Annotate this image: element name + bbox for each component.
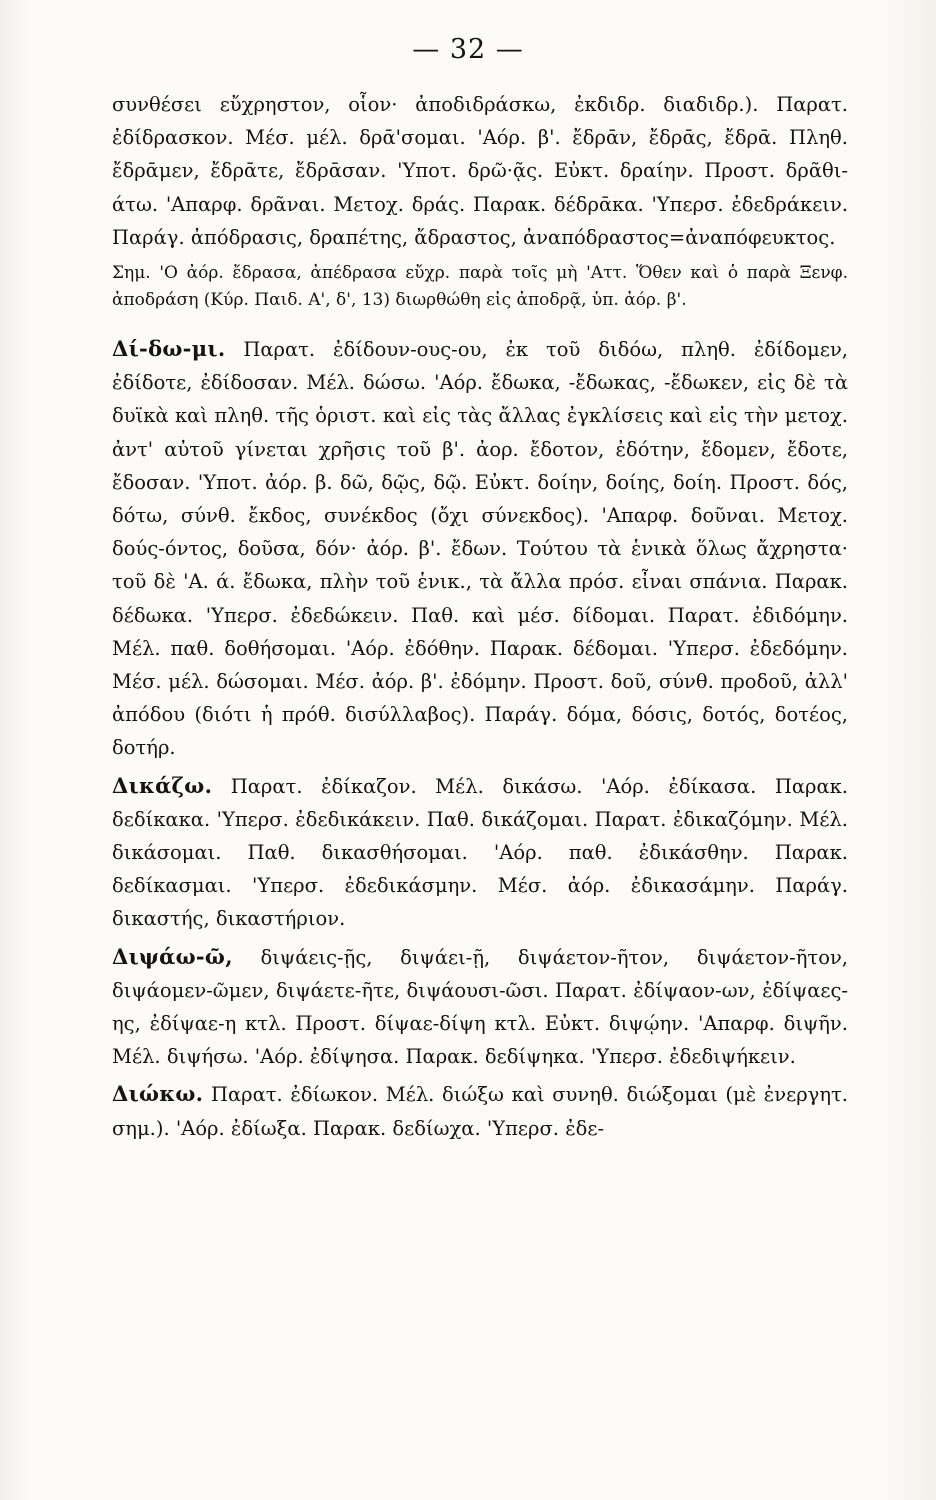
entry-dipsao	[112, 940, 848, 1074]
entry-dikazo	[112, 769, 848, 936]
entry-dioko	[112, 1077, 848, 1144]
note-text: Σημ. 'Ο ἀόρ. ἔδρασα, ἀπέδρασα εὔχρ. παρὰ τοῖς μὴ 'Αττ. Ὅθεν καὶ ὁ παρὰ Ξενφ. ἀποδράση (Κύρ. Παιδ. Α', δ', 13) διωρθώθη εἰς ἀποδρᾷ, ὑπ. ἀόρ. β'.	[112, 263, 848, 311]
entry-text: Παρατ. ἐδίωκον. Μέλ. διώξω καὶ συνηθ. διώξομαι (μὲ ἐνεργητ. σημ.). 'Αόρ. ἐδίωξα. Παρακ. δεδίωχα. 'Υπερσ. ἐδε-	[112, 1083, 849, 1140]
entry-headword: Δί-δω-μι.	[112, 336, 226, 362]
paragraph-text: συνθέσει εὔχρηστον, οἷον· ἀποδιδράσκω, ἐκδιδρ. διαδιδρ.). Παρατ. ἐδίδρασκον. Μέσ. μέλ. δρᾱ'σομαι. 'Αόρ. β'. ἔδρᾱν, ἔδρᾱς, ἔδρᾱ. Πληθ. ἔδρᾱμεν, ἔδρᾱτε, ἔδρᾱσαν. 'Υποτ. δρῶ·ᾷς. Εὐκτ. δραίην. Προστ. δρᾶθι-άτω. 'Απαρφ. δρᾶναι. Μετοχ. δράς. Παρακ. δέδρᾱκα. 'Υπερσ. ἐδεδράκειν. Παράγ. ἀπόδρασις, δραπέτης, ἄδραστος, ἀναπόδραστος=ἀναπόφευκτος.	[112, 93, 848, 249]
entry-text: Παρατ. ἐδίκαζον. Μέλ. δικάσω. 'Αόρ. ἐδίκασα. Παρακ. δεδίκακα. 'Υπερσ. ἐδεδικάκειν. Παθ. δικάζομαι. Παρατ. ἐδικαζόμην. Μέλ. δικάσομαι. Παθ. δικασθήσομαι. 'Αόρ. παθ. ἐδικάσθην. Παρακ. δεδίκασμαι. 'Υπερσ. ἐδεδικάσμην. Μέσ. ἀόρ. ἐδικασάμην. Παράγ. δικαστής, δικαστήριον.	[112, 774, 849, 931]
paragraph-dradrasko-continuation	[112, 88, 848, 254]
paragraph-note	[112, 260, 848, 314]
entry-didomi	[112, 332, 848, 765]
page-body	[112, 88, 848, 1145]
entry-headword: Διψάω-ῶ,	[112, 943, 233, 969]
entry-headword: Διώκω.	[112, 1081, 204, 1107]
entry-headword: Δικάζω.	[112, 772, 213, 798]
entry-text: Παρατ. ἐδίδουν-ους-ου, ἐκ τοῦ διδόω, πληθ. ἐδίδομεν, ἐδίδοτε, ἐδίδοσαν. Μέλ. δώσω. 'Αόρ. ἔδωκα, -ἔδωκας, -ἔδωκεν, εἰς δὲ τὰ δυϊκὰ καὶ πληθ. τῆς ὁριστ. καὶ εἰς τὰς ἄλλας ἐγκλίσεις καὶ εἰς τὴν μετοχ. ἀντ' αὐτοῦ γίνεται χρῆσις τοῦ β'. ἀορ. ἔδοτον, ἐδότην, ἔδομεν, ἔδοτε, ἔδοσαν. 'Υποτ. ἀόρ. β. δῶ, δῷς, δῷ. Εὐκτ. δοίην, δοίης, δοίη. Προστ. δός, δότω, σύνθ. ἔκδος, συνέκδος (ὄχι σύνεκδος). 'Απαρφ. δοῦναι. Μετοχ. δούς-όντος, δοῦσα, δόν· ἀόρ. β'. ἔδων. Τούτου τὰ ἑνικὰ ὅλως ἄχρηστα· τοῦ δὲ 'Α. ά. ἔδωκα, πλὴν τοῦ ἑνικ., τὰ ἄλλα πρόσ. εἶναι σπάνια. Παρακ. δέδωκα. 'Υπερσ. ἐδεδώκειν. Παθ. καὶ μέσ. δίδομαι. Παρατ. ἐδιδόμην. Μέλ. παθ. δοθήσομαι. 'Αόρ. ἐδόθην. Παρακ. δέδομαι. 'Υπερσ. ἐδεδόμην. Μέσ. μέλ. δώσομαι. Μέσ. ἀόρ. β'. ἐδόμην. Προστ. δοῦ, σύνθ. προδοῦ, ἀλλ' ἀπόδου (διότι ἡ πρόθ. δισύλλαβος). Παράγ. δόμα, δόσις, δοτός, δοτέος, δοτήρ.	[112, 338, 848, 760]
entry-text: διψάεις-ῇς, διψάει-ῇ, διψάετον-ῆτον, διψάετον-ῆτον, διψάομεν-ῶμεν, διψάετε-ῆτε, διψάουσι-ῶσι. Παρατ. ἐδίψαον-ων, ἐδίψαες-ης, ἐδίψαε-η κτλ. Προστ. δίψαε-δίψη κτλ. Εὐκτ. διψῴην. 'Απαρφ. διψῆν. Μέλ. διψήσω. 'Αόρ. ἐδίψησα. Παρακ. δεδίψηκα. 'Υπερσ. ἐδεδιψήκειν.	[112, 945, 848, 1069]
page-number: — 32 —	[412, 34, 524, 65]
